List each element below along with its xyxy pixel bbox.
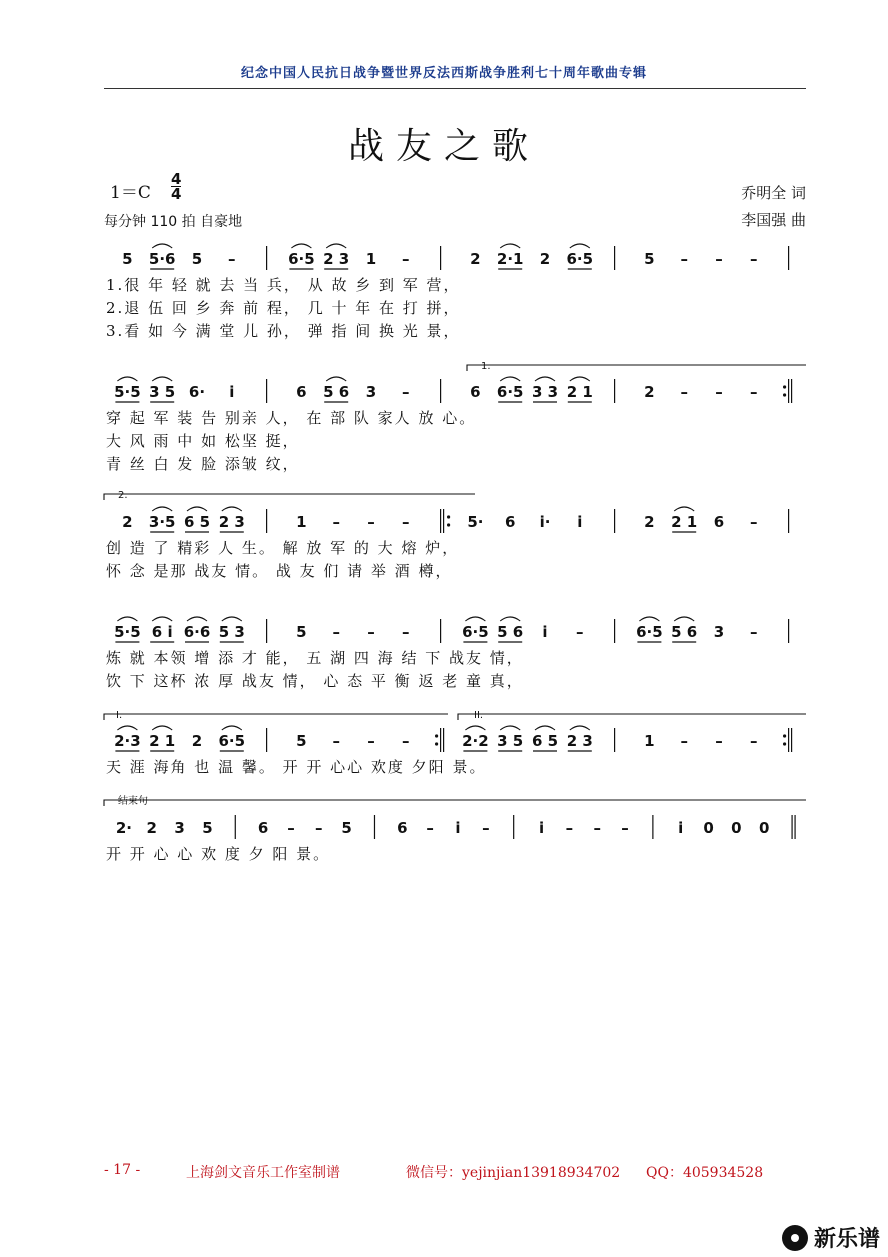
note: i bbox=[229, 383, 235, 401]
note: 6 bbox=[397, 819, 408, 837]
note: 2 1 bbox=[566, 383, 593, 401]
time-signature-top: 4 bbox=[171, 170, 182, 188]
slur bbox=[535, 726, 555, 730]
note: – bbox=[332, 623, 340, 641]
note: 1 bbox=[296, 513, 307, 531]
note: 2 bbox=[191, 732, 203, 750]
note: 2 bbox=[146, 819, 157, 837]
note: 5 bbox=[644, 250, 655, 268]
note: – bbox=[287, 819, 295, 837]
note: – bbox=[402, 250, 410, 268]
note: – bbox=[680, 383, 688, 401]
slur bbox=[187, 617, 207, 621]
note: 3·5 bbox=[148, 513, 176, 531]
note: – bbox=[750, 732, 758, 750]
note: – bbox=[332, 513, 340, 531]
note: 5 bbox=[296, 732, 307, 750]
note: – bbox=[750, 513, 758, 531]
page-number: - 17 - bbox=[104, 1162, 141, 1178]
volta-bracket bbox=[104, 800, 806, 806]
slur bbox=[222, 507, 242, 511]
slur bbox=[117, 377, 137, 381]
slur bbox=[570, 244, 590, 248]
note: 6 bbox=[504, 513, 516, 531]
slur bbox=[465, 617, 485, 621]
composer-credit: 李国强 曲 bbox=[741, 211, 806, 229]
note: – bbox=[750, 383, 758, 401]
note: 2·3 bbox=[114, 732, 141, 750]
note: 2 1 bbox=[149, 732, 176, 750]
note: 5 bbox=[296, 623, 307, 641]
note: 5 6 bbox=[323, 383, 350, 401]
note: 2 3 bbox=[323, 250, 350, 268]
note: – bbox=[402, 623, 410, 641]
lyric-line: 大 风 雨 中 如 松坚 挺， bbox=[106, 432, 300, 450]
note: 6·5 bbox=[462, 623, 489, 641]
slur bbox=[117, 617, 137, 621]
key-signature: 1＝C bbox=[110, 183, 151, 203]
note: 5·5 bbox=[114, 623, 141, 641]
repeat-dot bbox=[447, 515, 450, 518]
slur bbox=[326, 244, 346, 248]
volta-label: 2. bbox=[118, 490, 128, 501]
slur bbox=[152, 726, 172, 730]
slur bbox=[465, 726, 485, 730]
slur bbox=[570, 377, 590, 381]
note: – bbox=[680, 732, 688, 750]
slur bbox=[500, 377, 520, 381]
note: 3 bbox=[713, 623, 725, 641]
note: 5 bbox=[122, 250, 133, 268]
volta-bracket bbox=[458, 714, 806, 720]
note: 3 5 bbox=[149, 383, 176, 401]
note: i bbox=[538, 819, 545, 837]
time-signature-bottom: 4 bbox=[171, 185, 182, 203]
note: i bbox=[577, 513, 583, 531]
note: – bbox=[576, 623, 584, 641]
note: 5·5 bbox=[114, 383, 141, 401]
lyric-line: 青 丝 白 发 脸 添皱 纹， bbox=[106, 455, 300, 473]
slur bbox=[500, 617, 520, 621]
note: 2 bbox=[644, 513, 655, 531]
note: 3 5 bbox=[497, 732, 524, 750]
note: 3 bbox=[174, 819, 185, 837]
note: 5 bbox=[341, 819, 352, 837]
lyric-line: 怀 念 是那 战友 情。 战 友 们 请 举 酒 樽， bbox=[106, 562, 453, 580]
note: i bbox=[455, 819, 461, 837]
lyric-line: 3.看 如 今 满 堂 儿 孙， 弹 指 间 换 光 景， bbox=[106, 322, 461, 340]
slur bbox=[152, 617, 172, 621]
note: – bbox=[367, 732, 375, 750]
note: 0 bbox=[731, 819, 742, 837]
note: – bbox=[367, 623, 375, 641]
slur bbox=[152, 377, 172, 381]
note: 0 bbox=[703, 819, 714, 837]
record-disc-icon bbox=[782, 1225, 808, 1251]
slur bbox=[500, 726, 520, 730]
note: 2·2 bbox=[462, 732, 489, 750]
slur bbox=[639, 617, 659, 621]
slur bbox=[152, 244, 172, 248]
note: – bbox=[715, 383, 723, 401]
note: – bbox=[367, 513, 375, 531]
qq-contact: QQ：405934528 bbox=[646, 1165, 764, 1181]
slur bbox=[674, 617, 694, 621]
slur bbox=[291, 244, 311, 248]
note: 5 bbox=[191, 250, 203, 268]
note: – bbox=[332, 732, 340, 750]
lyric-line: 穿 起 军 装 告 别亲 人， 在 部 队 家人 放 心。 bbox=[106, 409, 477, 427]
note: – bbox=[426, 819, 434, 837]
lyric-line: 创 造 了 精彩 人 生。 解 放 军 的 大 熔 炉， bbox=[106, 539, 460, 557]
note: – bbox=[228, 250, 236, 268]
note: 2 bbox=[122, 513, 133, 531]
note: 6·5 bbox=[496, 383, 524, 401]
note: 2 bbox=[539, 250, 551, 268]
studio-credit: 上海剑文音乐工作室制谱 bbox=[186, 1165, 340, 1181]
note: 5 3 bbox=[218, 623, 245, 641]
note: 6 5 bbox=[531, 732, 559, 750]
note: 6·6 bbox=[183, 623, 211, 641]
lyric-line: 2.退 伍 回 乡 奔 前 程， 几 十 年 在 打 拼， bbox=[106, 299, 461, 317]
note: 2 1 bbox=[671, 513, 698, 531]
note: – bbox=[750, 250, 758, 268]
slur bbox=[500, 244, 520, 248]
note: – bbox=[680, 250, 688, 268]
repeat-dot bbox=[435, 734, 438, 737]
note: 5 6 bbox=[497, 623, 524, 641]
note: – bbox=[402, 513, 410, 531]
volta-label: I. bbox=[116, 710, 123, 721]
note: 6·5 bbox=[218, 732, 246, 750]
note: 2 bbox=[470, 250, 481, 268]
note: – bbox=[593, 819, 601, 837]
slur bbox=[222, 726, 242, 730]
note: – bbox=[621, 819, 629, 837]
slur bbox=[222, 617, 242, 621]
note: 5 6 bbox=[671, 623, 698, 641]
note: 6 5 bbox=[183, 513, 211, 531]
note: 2 3 bbox=[566, 732, 593, 750]
note: 2· bbox=[115, 819, 132, 837]
volta-bracket bbox=[467, 365, 806, 371]
repeat-dot bbox=[783, 734, 786, 737]
note: – bbox=[402, 732, 410, 750]
volta-label: 1. bbox=[481, 361, 491, 372]
site-watermark bbox=[782, 1222, 880, 1253]
repeat-dot bbox=[783, 742, 786, 745]
note: 6 bbox=[713, 513, 725, 531]
note: 2·1 bbox=[496, 250, 524, 268]
note: 1 bbox=[644, 732, 655, 750]
note: 2 3 bbox=[218, 513, 245, 531]
slur bbox=[326, 377, 346, 381]
volta-bracket bbox=[104, 494, 475, 500]
note: 5·6 bbox=[148, 250, 176, 268]
note: 6 i bbox=[151, 623, 173, 641]
note: 6·5 bbox=[288, 250, 315, 268]
note: 6 bbox=[296, 383, 307, 401]
note: – bbox=[482, 819, 490, 837]
note: 6·5 bbox=[636, 623, 663, 641]
lyric-line: 开 开 心 心 欢 度 夕 阳 景。 bbox=[106, 845, 331, 863]
lyric-line: 炼 就 本领 增 添 才 能， 五 湖 四 海 结 下 战友 情， bbox=[106, 649, 524, 667]
note: – bbox=[750, 623, 758, 641]
note: 1 bbox=[365, 250, 377, 268]
volta-label: II. bbox=[474, 710, 484, 721]
note: 0 bbox=[759, 819, 770, 837]
slur bbox=[674, 507, 694, 511]
note: i bbox=[678, 819, 684, 837]
note: 5· bbox=[467, 513, 484, 531]
note: 2 bbox=[644, 383, 655, 401]
repeat-dot bbox=[783, 393, 786, 396]
note: – bbox=[565, 819, 574, 837]
note: i· bbox=[539, 513, 551, 531]
note: – bbox=[715, 250, 723, 268]
lyricist-credit: 乔明全 词 bbox=[741, 184, 806, 202]
note: 3 3 bbox=[531, 383, 559, 401]
slur bbox=[152, 507, 172, 511]
tempo-marking: 每分钟 110 拍 自豪地 bbox=[104, 214, 243, 230]
lyric-line: 1.很 年 轻 就 去 当 兵， 从 故 乡 到 军 营， bbox=[106, 276, 461, 294]
slur bbox=[570, 726, 590, 730]
slur bbox=[117, 726, 137, 730]
note: i bbox=[542, 623, 548, 641]
note: 6· bbox=[188, 383, 206, 401]
series-header: 纪念中国人民抗日战争暨世界反法西斯战争胜利七十周年歌曲专辑 bbox=[240, 66, 647, 81]
note: – bbox=[315, 819, 323, 837]
lyric-line: 饮 下 这杯 浓 厚 战友 情， 心 态 平 衡 返 老 童 真， bbox=[106, 672, 524, 690]
repeat-dot bbox=[783, 385, 786, 388]
wechat-contact: 微信号：yejinjian13918934702 bbox=[406, 1165, 621, 1181]
slur bbox=[535, 377, 555, 381]
note: – bbox=[402, 383, 410, 401]
note: – bbox=[715, 732, 723, 750]
note: 3 bbox=[365, 383, 377, 401]
volta-bracket bbox=[104, 714, 448, 720]
watermark-text: 新乐谱 bbox=[813, 1227, 880, 1252]
lyric-line: 天 涯 海角 也 温 馨。 开 开 心心 欢度 夕阳 景。 bbox=[106, 758, 487, 776]
repeat-dot bbox=[435, 742, 438, 745]
note: 6·5 bbox=[566, 250, 594, 268]
note: 6 bbox=[257, 819, 269, 837]
repeat-dot bbox=[447, 523, 450, 526]
note: 6 bbox=[470, 383, 481, 401]
slur bbox=[187, 507, 207, 511]
note: 5 bbox=[202, 819, 213, 837]
song-title: 战友之歌 bbox=[347, 126, 540, 167]
volta-label: 结束句 bbox=[118, 796, 148, 807]
